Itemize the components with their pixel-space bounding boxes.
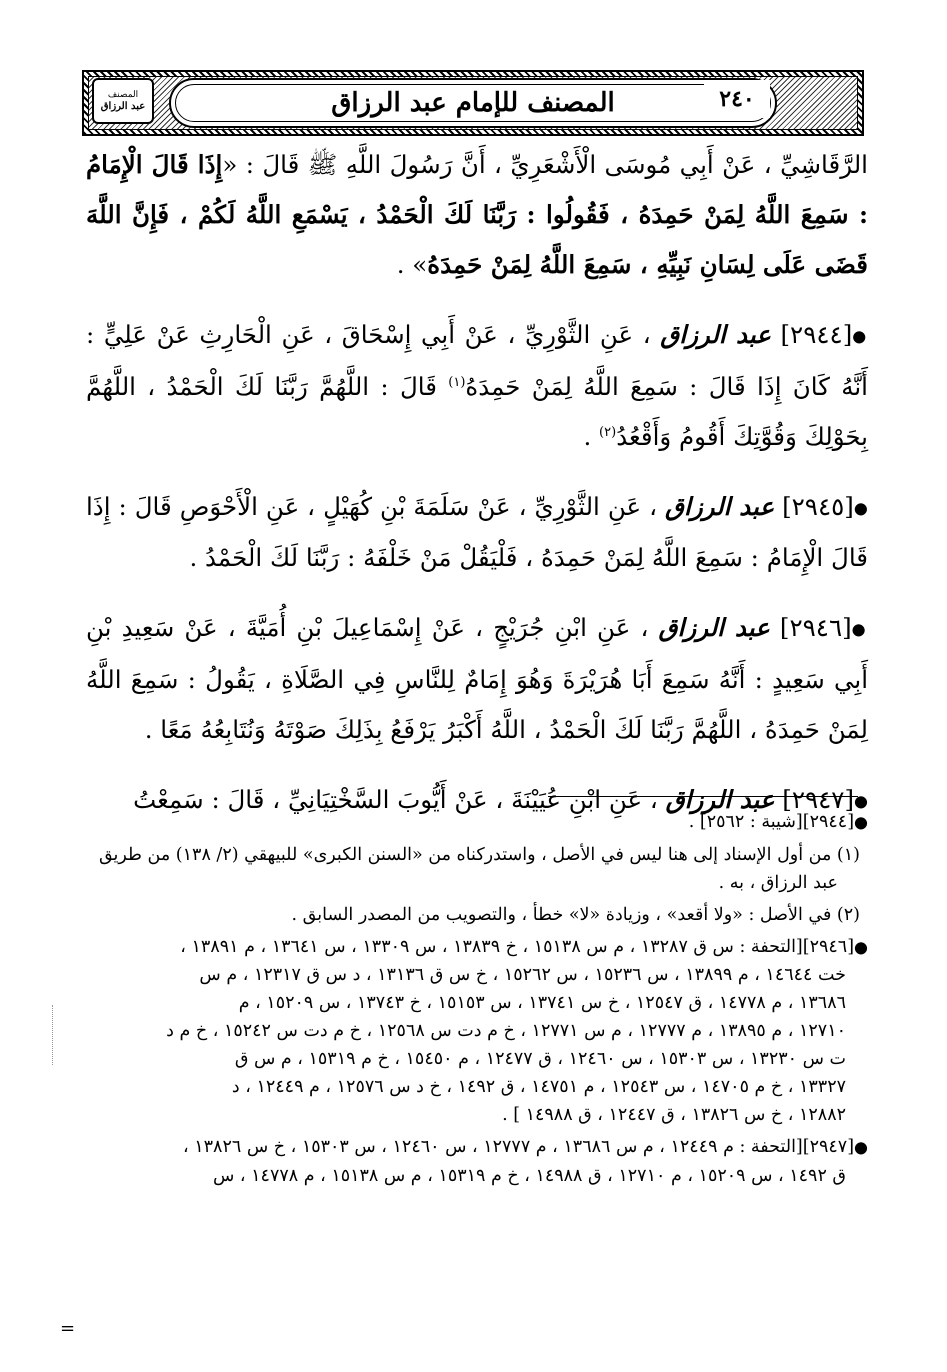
ref-2946-line: ١٢٧١٠ ، م ١٣٨٩٥ ، م ١٢٧٧٧ ، م س ١٢٧٧١ ، خ م دت س ١٢٥٦٨ ، خ م دت س ١٥٢٤٢ ، خ م د <box>166 1021 846 1041</box>
continuation-pre: الرَّقَاشِيِّ ، عَنْ أَبِي مُوسَى الْأَشْعَرِيِّ ، أَنَّ رَسُولَ اللَّهِ ﷺ قَالَ : « <box>222 150 868 179</box>
entry-number: [٢٩٤٧] <box>782 784 855 814</box>
title-cartouche <box>169 78 777 128</box>
continuation-post: » . <box>396 250 428 279</box>
footnote-separator <box>548 796 858 797</box>
running-title: المصنف للإمام عبد الرزاق <box>331 88 615 118</box>
page-number: ٢٤٠ <box>704 80 770 118</box>
entry-2944 <box>86 310 868 462</box>
seal-line2: عبد الرزاق <box>100 101 146 112</box>
footnote-ref-2[interactable]: (٢) <box>599 424 617 440</box>
entry-text: ، عَنِ الثَّوْرِيِّ ، عَنْ أَبِي إِسْحَاقَ ، عَنِ الْحَارِثِ عَنْ عَلِيٍّ : أَنَّهُ كَانَ إِذَا قَالَ : سَمِعَ اللَّهُ لِمَنْ حَمِدَهُ <box>86 320 868 401</box>
bullet-icon: ● <box>853 498 868 517</box>
ref-2946-line: [٢٩٤٦][التحفة : س ق ١٣٢٨٧ ، م س ١٥١٣٨ ، خ ١٣٨٣٩ ، س ١٣٣٠٩ ، س ١٣٦٤١ ، م ١٣٨٩١ ، <box>180 936 855 957</box>
footnote-1-text-cont: عبد الرزاق ، به . <box>718 872 838 893</box>
bullet-icon: ● <box>854 812 868 832</box>
entry-text-end: . <box>583 421 592 451</box>
entry-text: ، عَنِ ابْنِ عُيَيْنَةَ ، عَنْ أَيُّوبَ السَّخْتِيَانِيِّ ، قَالَ : سَمِعْتُ <box>133 784 658 814</box>
entry-number: [٢٩٤٥] <box>782 491 854 521</box>
footnotes <box>86 808 868 1194</box>
entry-author: عبد الرزاق <box>665 784 775 814</box>
ref-2946 <box>86 933 868 1130</box>
footnote-1-text: (١) من أول الإسناد إلى هنا ليس في الأصل ، واستدركناه من «السنن الكبرى» للبيهقي (٢/ ١٣٨) من طريق <box>98 844 860 865</box>
ref-2944-text: [٢٩٤٤][شيبة : ٢٥٦٢] . <box>688 812 855 832</box>
continuation-paragraph <box>86 140 868 290</box>
page-header <box>82 70 864 136</box>
ref-2946-line: ت س ١٣٢٣٠ ، س ١٥٣٠٣ ، س ١٢٤٦٠ ، ق ١٢٤٧٧ ، م ١٥٤٥٠ ، خ م ١٥٣١٩ ، م س ق <box>234 1049 846 1069</box>
ref-2946-line: خت ١٤٦٤٤ ، م ١٣٨٩٩ ، س ١٥٢٣٦ ، س ١٥٢٦٢ ، خ س ق ١٣١٣٦ ، د س ق ١٢٣١٧ ، م س <box>199 965 846 985</box>
ref-2947 <box>86 1133 868 1190</box>
margin-mark <box>52 1005 56 1065</box>
bullet-icon: ● <box>854 791 868 810</box>
entry-author: عبد الرزاق <box>665 491 775 521</box>
entry-text: ، عَنِ ابْنِ جُرَيْجٍ ، عَنْ إِسْمَاعِيلَ بْنِ أُمَيَّةَ ، عَنْ سَعِيدِ بْنِ أَبِي سَعِيدٍ : أَنَّهُ سَمِعَ أَبَا هُرَيْرَةَ وَهُوَ إِمَامٌ لِلنَّاسِ فِي الصَّلَاةِ ، يَقُولُ : سَمِعَ اللَّهُ لِمَنْ حَمِدَهُ ، اللَّهُمَّ رَبَّنَا لَكَ الْحَمْدُ ، اللَّهُ أَكْبَرُ يَرْفَعُ بِذَلِكَ صَوْتَهُ وَنُتَابِعُهُ مَعًا . <box>86 613 868 744</box>
entry-number: [٢٩٤٦] <box>779 613 852 642</box>
entry-2945 <box>86 482 868 584</box>
entry-number: [٢٩٤٤] <box>780 320 853 349</box>
continuation-hadith-text: إِذَا قَالَ الْإِمَامُ : سَمِعَ اللَّهُ لِمَنْ حَمِدَهُ ، فَقُولُوا : رَبَّنَا لَكَ الْحَمْدُ ، يَسْمَعِ اللَّهُ لَكُمْ ، فَإِنَّ اللَّهَ قَضَى عَلَى لِسَانِ نَبِيِّهِ ، سَمِعَ اللَّهُ لِمَنْ حَمِدَهُ <box>86 150 868 279</box>
bullet-icon: ● <box>852 326 869 346</box>
ref-2946-line: ١٣٣٢٧ ، خ م ١٤٧٠٥ ، س ١٢٥٤٣ ، م ١٤٧٥١ ، ق ١٤٩٢ ، خ د س ١٢٥٧٦ ، م ١٢٤٤٩ ، د <box>231 1077 846 1097</box>
main-text <box>86 140 868 826</box>
footnote-2 <box>86 901 868 929</box>
footnote-ref-1[interactable]: (١) <box>448 374 466 390</box>
ref-2947-line: ق ١٤٩٢ ، س ١٥٢٠٩ ، م ١٢٧١٠ ، ق ١٤٩٨٨ ، خ م ١٥٣١٩ ، م س ١٥١٣٨ ، م ١٤٧٧٨ ، س <box>213 1165 846 1186</box>
entry-text: ، عَنِ الثَّوْرِيِّ ، عَنْ سَلَمَةَ بْنِ كُهَيْلٍ ، عَنِ الْأَحْوَصِ قَالَ : إِذَا قَالَ الْإِمَامُ : سَمِعَ اللَّهُ لِمَنْ حَمِدَهُ ، فَلْيَقُلْ مَنْ خَلْفَهُ : رَبَّنَا لَكَ الْحَمْدُ . <box>86 491 868 572</box>
bullet-icon: ● <box>854 937 868 956</box>
book-seal <box>92 78 154 124</box>
ref-2947-line: [٢٩٤٧][التحفة : م ١٢٤٤٩ ، م س ١٣٦٨٦ ، م ١٢٧٧٧ ، س ١٢٤٦٠ ، س ١٥٣٠٣ ، خ س ١٣٨٢٦ ، <box>183 1137 855 1157</box>
ref-2944 <box>86 808 868 837</box>
bullet-icon: ● <box>854 1137 868 1157</box>
entry-text-cont: قَالَ : اللَّهُمَّ رَبَّنَا لَكَ الْحَمْدُ ، اللَّهُمَّ بِحَوْلِكَ وَقُوَّتِكَ أَقُومُ وَأَقْعُدُ <box>86 371 868 451</box>
footnote-2-text: (٢) في الأصل : «ولا أقعد» ، وزيادة «لا» خطأ ، والتصويب من المصدر السابق . <box>291 904 860 925</box>
bullet-icon: ● <box>851 619 868 639</box>
entry-author: عبد الرزاق <box>660 320 771 349</box>
ref-2946-line: ١٢٨٨٢ ، خ س ١٣٨٢٦ ، ق ١٢٤٤٧ ، ق ١٤٩٨٨ ] . <box>502 1105 846 1125</box>
ref-2946-line: ١٣٦٨٦ ، م ١٤٧٧٨ ، ق ١٢٥٤٧ ، خ س ١٣٧٤١ ، س ١٥١٥٣ ، خ ١٣٧٤٣ ، س ١٥٢٠٩ ، م <box>238 993 846 1013</box>
footnote-1 <box>86 841 868 897</box>
entry-2946 <box>86 603 868 755</box>
entry-author: عبد الرزاق <box>658 613 770 642</box>
continuation-mark: = <box>60 1318 76 1339</box>
seal-line1: المصنف <box>107 90 139 100</box>
